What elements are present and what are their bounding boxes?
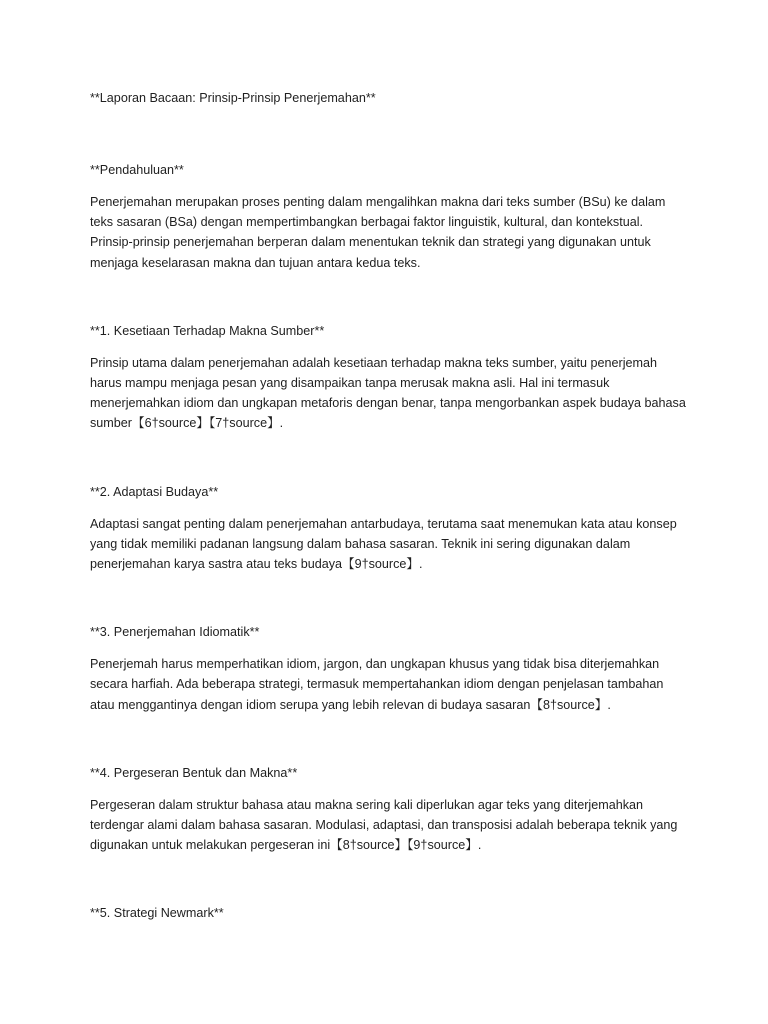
section-heading: **5. Strategi Newmark** xyxy=(90,906,224,921)
section-paragraph: Penerjemah harus memperhatikan idiom, jargon, dan ungkapan khusus yang tidak bisa diterjemahkan secara harfiah. Ada beberapa strategi, termasuk mempertahankan idiom dengan penjelasan tambahan atau menggantinya dengan idiom serupa yang lebih relevan di budaya sasaran【8†source】. xyxy=(90,657,664,712)
spacer xyxy=(90,341,688,353)
spacer xyxy=(90,273,688,321)
section-paragraph: Pergeseran dalam struktur bahasa atau makna sering kali diperlukan agar teks yang diterjemahkan terdengar alami dalam bahasa sasaran. Modulasi, adaptasi, dan transposisi adalah beberapa teknik yang digunakan untuk melakukan pergeseran ini【8†source】【9†source】. xyxy=(90,797,678,853)
section-paragraph: Adaptasi sangat penting dalam penerjemahan antarbudaya, terutama saat menemukan kata atau konsep yang tidak memiliki padanan langsung dalam bahasa sasaran. Teknik ini sering digunakan dalam penerjemahan karya sastra atau teks budaya【9†source】. xyxy=(90,516,677,572)
section-pergeseran xyxy=(90,763,688,856)
document-title: **Laporan Bacaan: Prinsip-Prinsip Penerjemahan** xyxy=(90,91,376,105)
section-heading: **3. Penerjemahan Idiomatik** xyxy=(90,625,260,640)
section-kesetiaan xyxy=(90,321,688,434)
spacer xyxy=(90,108,688,160)
section-pendahuluan xyxy=(90,160,688,273)
spacer xyxy=(90,715,688,763)
spacer xyxy=(90,783,688,795)
section-heading: **Pendahuluan** xyxy=(90,163,184,177)
spacer xyxy=(90,434,688,482)
section-heading: **1. Kesetiaan Terhadap Makna Sumber** xyxy=(90,323,325,338)
section-newmark xyxy=(90,903,688,923)
spacer xyxy=(90,642,688,654)
spacer xyxy=(90,574,688,622)
section-heading: **2. Adaptasi Budaya** xyxy=(90,484,219,499)
spacer xyxy=(90,855,688,903)
section-paragraph: Prinsip utama dalam penerjemahan adalah kesetiaan terhadap makna teks sumber, yaitu penerjemah harus mampu menjaga pesan yang disampaikan tanpa merusak makna asli. Hal ini termasuk menerjemahkan idiom dan ungkapan metaforis dengan benar, tanpa mengorbankan aspek budaya bahasa sumber【6†source】【7†source】. xyxy=(90,355,686,431)
section-adaptasi xyxy=(90,482,688,575)
section-idiomatik xyxy=(90,622,688,715)
spacer xyxy=(90,180,688,192)
spacer xyxy=(90,502,688,514)
section-heading: **4. Pergeseran Bentuk dan Makna** xyxy=(90,765,298,780)
section-paragraph: Penerjemahan merupakan proses penting dalam mengalihkan makna dari teks sumber (BSu) ke dalam teks sasaran (BSa) dengan mempertimbangkan berbagai faktor linguistik, kultural, dan kontekstual. Prinsip-prinsip penerjemahan berperan dalam menentukan teknik dan strategi yang digunakan untuk menjaga keselarasan makna dan tujuan antara kedua teks. xyxy=(90,195,666,270)
